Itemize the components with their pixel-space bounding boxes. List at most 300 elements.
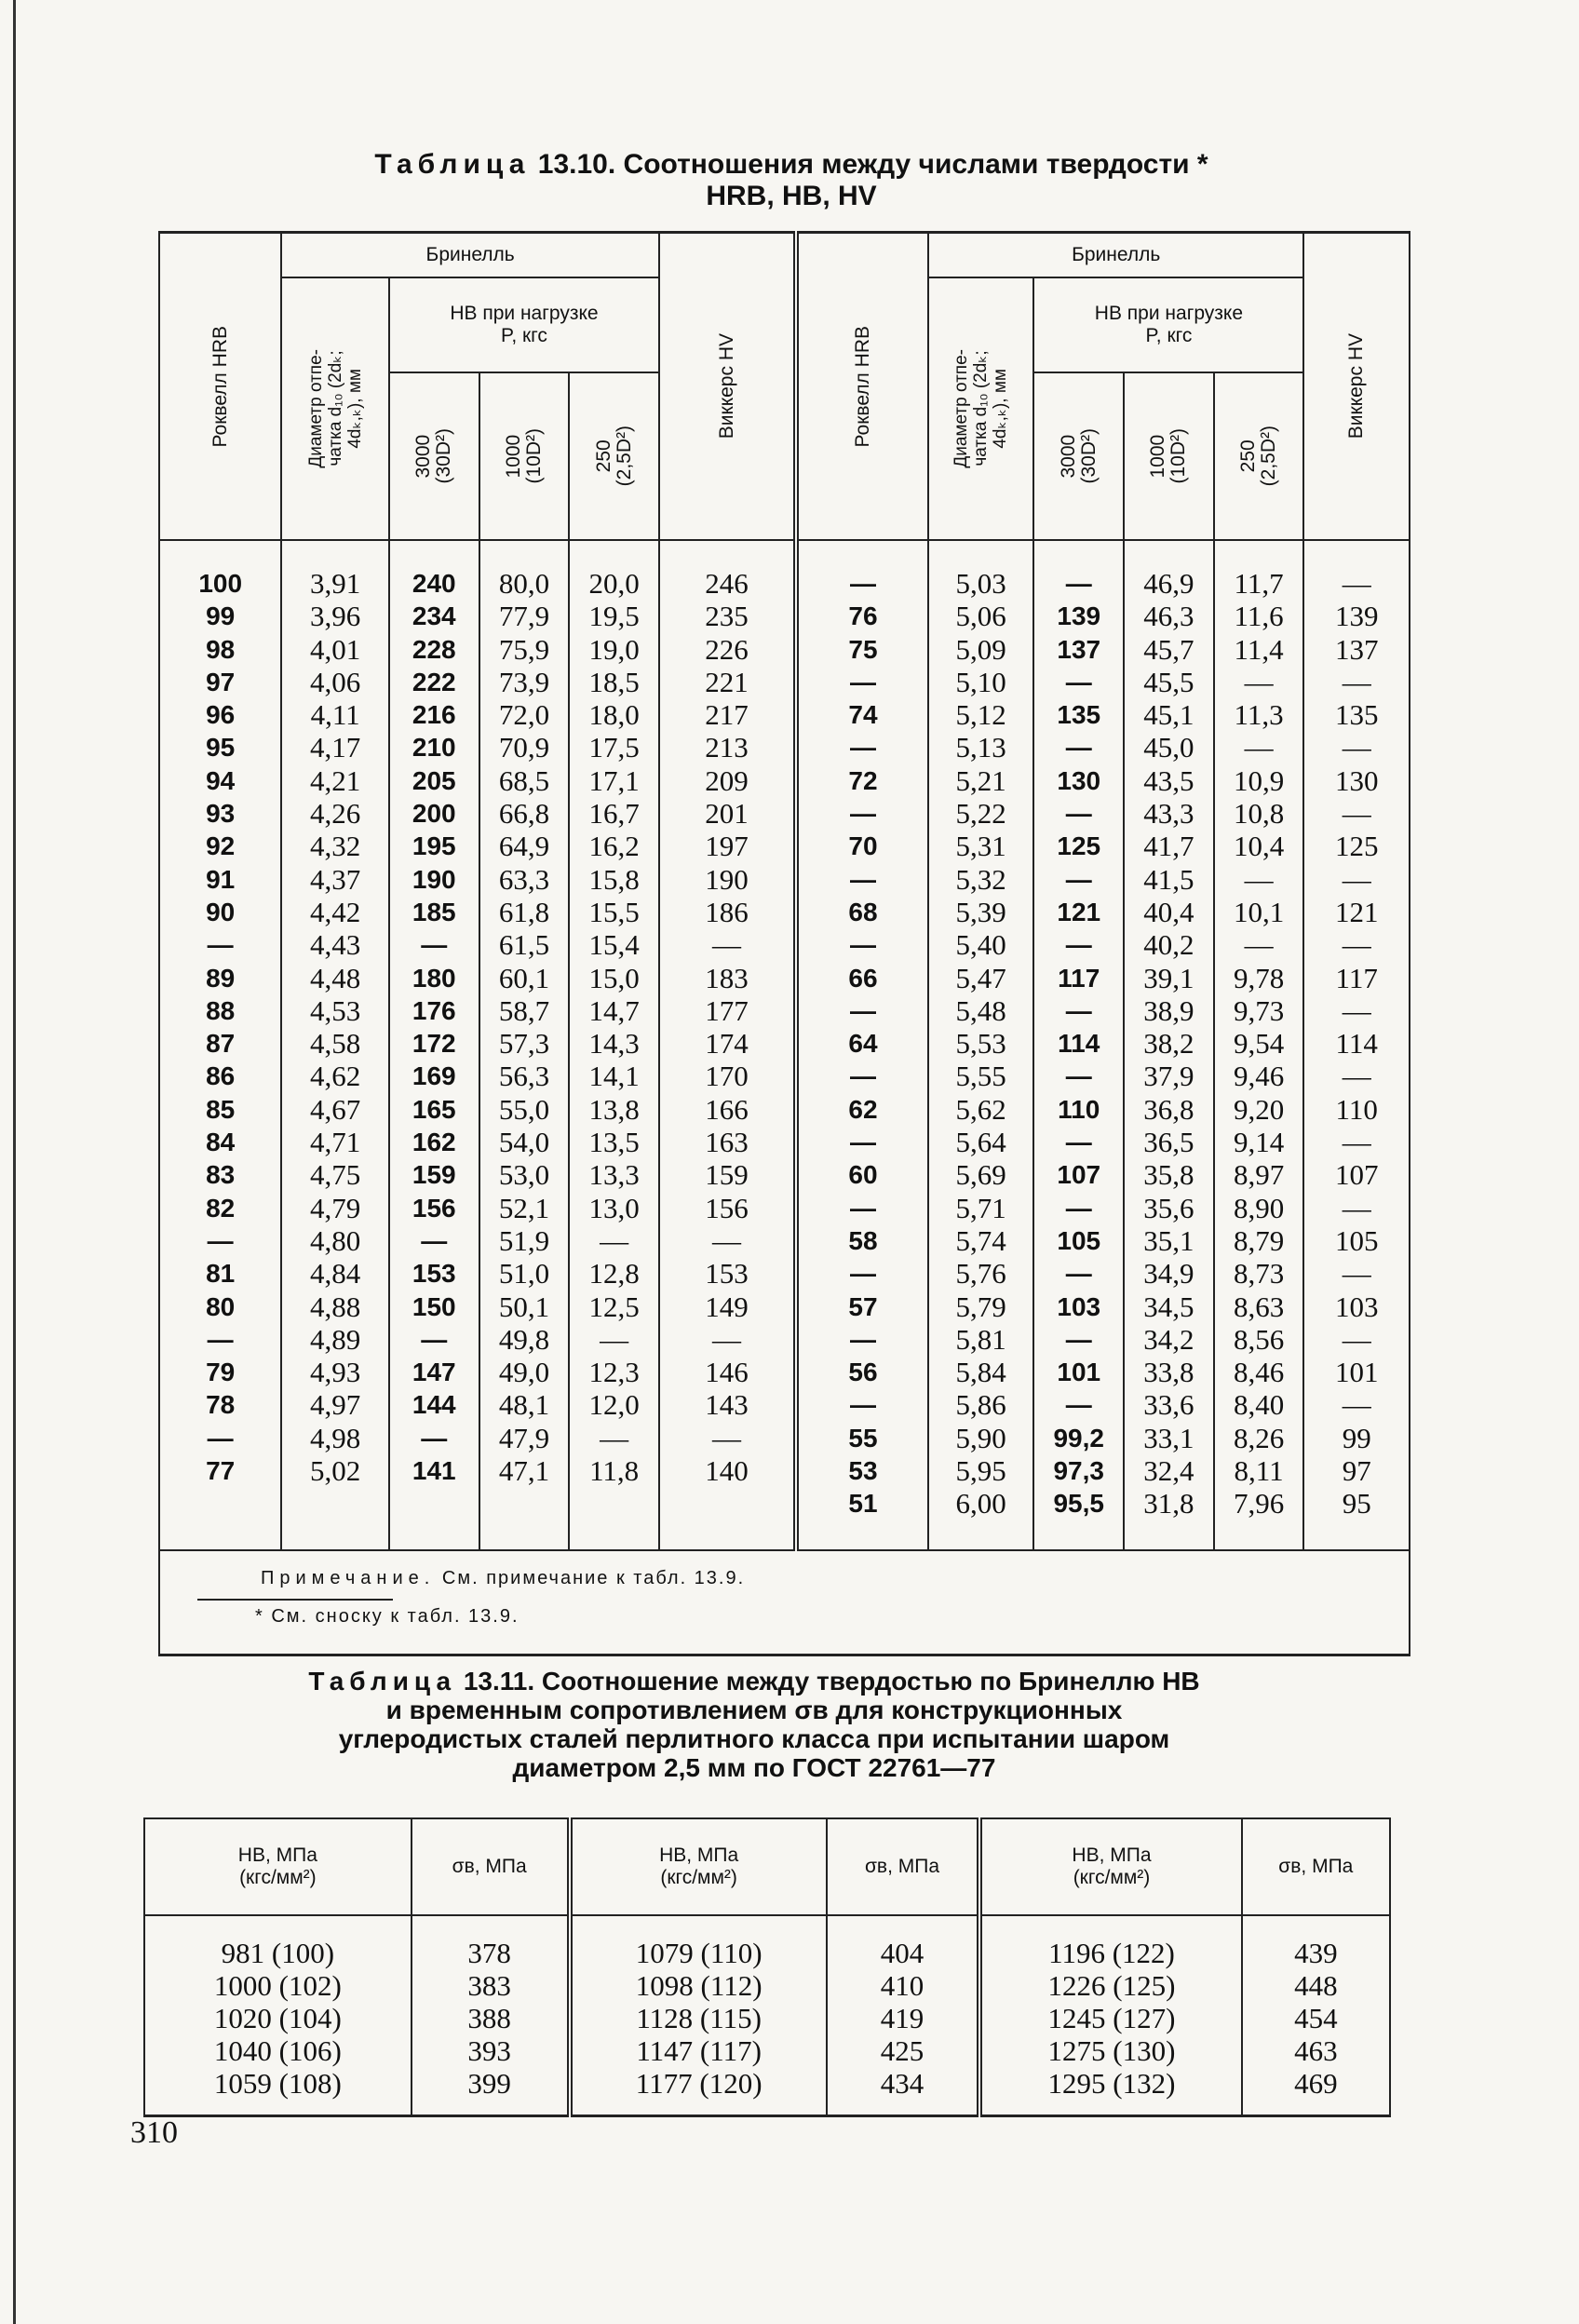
table-cell: 246 bbox=[705, 567, 749, 600]
table-cell: 43,5 bbox=[1143, 763, 1194, 797]
table-cell: 4,06 bbox=[310, 665, 361, 698]
table-cell: 46,9 bbox=[1143, 567, 1194, 600]
table-cell: — bbox=[1342, 862, 1371, 896]
table-cell: 15,4 bbox=[588, 928, 640, 962]
table-cell: — bbox=[1065, 733, 1092, 763]
table-cell: 125 bbox=[1057, 831, 1101, 861]
table-cell: 57,3 bbox=[498, 1027, 550, 1061]
table-cell: 5,32 bbox=[955, 862, 1006, 896]
table-cell: 103 bbox=[1334, 1290, 1379, 1323]
table-cell: 5,69 bbox=[955, 1158, 1006, 1192]
table-cell: — bbox=[1342, 1322, 1371, 1356]
table-cell: 101 bbox=[1057, 1358, 1101, 1387]
table-cell: 200 bbox=[412, 799, 456, 829]
table-cell: 137 bbox=[1334, 632, 1379, 666]
table-cell: 114 bbox=[1335, 1027, 1378, 1061]
header-brinell-left: Бринелль bbox=[281, 233, 659, 278]
table-13-11-title bbox=[186, 1667, 1322, 1782]
table-cell: 63,3 bbox=[498, 862, 550, 896]
table-cell: — bbox=[849, 569, 876, 598]
table-cell: 4,53 bbox=[310, 993, 361, 1027]
table-cell: 4,97 bbox=[310, 1388, 361, 1422]
table-footnote: * См. сноску к табл. 13.9. bbox=[255, 1606, 520, 1627]
table-cell: — bbox=[849, 1390, 876, 1420]
table-cell: 45,7 bbox=[1143, 632, 1194, 666]
table2-title-line2: и временным сопротивлением σв для конструкционных bbox=[385, 1696, 1123, 1724]
table-cell: — bbox=[421, 1324, 448, 1354]
table-cell: 95 bbox=[206, 733, 236, 763]
table-cell: 97,3 bbox=[1053, 1456, 1104, 1486]
col-left-hb250 bbox=[569, 540, 659, 1550]
table-cell: 5,31 bbox=[955, 830, 1006, 863]
table-cell: 454 bbox=[1294, 2002, 1338, 2034]
t2-header-hb-2: HB, МПа (кгс/мм²) bbox=[570, 1818, 827, 1915]
table-cell: — bbox=[1065, 569, 1092, 598]
table-title-line2: HRB, HB, HV bbox=[706, 181, 877, 211]
table-cell: — bbox=[1065, 667, 1092, 696]
table-cell: 170 bbox=[705, 1060, 749, 1093]
table-cell: 13,0 bbox=[588, 1191, 640, 1224]
table-cell: 4,43 bbox=[310, 928, 361, 962]
table-cell: 8,56 bbox=[1233, 1322, 1285, 1356]
table-cell: 91 bbox=[206, 864, 236, 894]
table-cell: 13,3 bbox=[588, 1158, 640, 1192]
table-cell: 10,4 bbox=[1233, 830, 1285, 863]
table-cell: 1128 (115) bbox=[636, 2002, 762, 2034]
table-cell: 83 bbox=[206, 1160, 236, 1190]
table-cell: — bbox=[849, 930, 876, 960]
table-cell: 5,55 bbox=[955, 1060, 1006, 1093]
table-cell: 5,71 bbox=[955, 1191, 1006, 1224]
table-cell: 8,97 bbox=[1233, 1158, 1285, 1192]
table-cell: 439 bbox=[1294, 1937, 1338, 1969]
table-cell: 4,98 bbox=[310, 1421, 361, 1454]
table-cell: 17,1 bbox=[588, 763, 640, 797]
table-cell: 150 bbox=[412, 1291, 456, 1321]
table-cell: 6,00 bbox=[955, 1487, 1006, 1520]
table-cell: 448 bbox=[1294, 1969, 1338, 2002]
table2-title-line3: углеродистых сталей перлитного класса при испытании шаром bbox=[338, 1724, 1170, 1753]
table-cell: 45,0 bbox=[1143, 731, 1194, 764]
table-cell: 234 bbox=[412, 601, 456, 631]
table-cell: 153 bbox=[412, 1259, 456, 1289]
table-cell: 5,79 bbox=[955, 1290, 1006, 1323]
table-cell: — bbox=[421, 1423, 448, 1452]
table-cell: 156 bbox=[412, 1193, 456, 1223]
table-cell: 165 bbox=[412, 1094, 456, 1124]
table-cell: — bbox=[712, 928, 741, 962]
table-cell: 64,9 bbox=[498, 830, 550, 863]
table-cell: — bbox=[1342, 1257, 1371, 1290]
table-cell: 130 bbox=[1334, 763, 1379, 797]
table-cell: — bbox=[1342, 797, 1371, 831]
table-cell: 4,67 bbox=[310, 1092, 361, 1126]
table2-title-line4: диаметром 2,5 мм по ГОСТ 22761—77 bbox=[512, 1753, 996, 1782]
table-cell: — bbox=[1065, 1128, 1092, 1157]
table-cell: 12,0 bbox=[588, 1388, 640, 1422]
table-cell: 149 bbox=[705, 1290, 749, 1323]
table-cell: 141 bbox=[412, 1456, 456, 1486]
table-cell: 4,84 bbox=[310, 1257, 361, 1290]
table-title-line1: Соотношения между числами твердости * bbox=[623, 149, 1208, 180]
t2-col-hb-2 bbox=[570, 1915, 827, 2116]
table-cell: 5,86 bbox=[955, 1388, 1006, 1422]
header-hb-load-right: HB при нагрузке P, кгс bbox=[1033, 277, 1303, 372]
table-cell: 3,96 bbox=[310, 600, 361, 633]
table-cell: 77,9 bbox=[498, 600, 550, 633]
table-cell: 58 bbox=[848, 1225, 878, 1255]
table-cell: 8,26 bbox=[1233, 1421, 1285, 1454]
table-cell: 463 bbox=[1294, 2034, 1338, 2067]
hb-strength-table bbox=[143, 1817, 1391, 2117]
table-cell: 34,9 bbox=[1143, 1257, 1194, 1290]
table-cell: 209 bbox=[705, 763, 749, 797]
table-cell: — bbox=[849, 667, 876, 696]
table-cell: 9,73 bbox=[1233, 993, 1285, 1027]
table-cell: 5,74 bbox=[955, 1223, 1006, 1257]
table-cell: 213 bbox=[705, 731, 749, 764]
header-vickers-right: Виккерс HV bbox=[1303, 233, 1410, 541]
table-cell: 383 bbox=[467, 1969, 511, 2002]
table-cell: 4,58 bbox=[310, 1027, 361, 1061]
table2-label: Таблица bbox=[308, 1667, 457, 1696]
table-cell: 981 (100) bbox=[221, 1937, 335, 1969]
table-cell: 5,22 bbox=[955, 797, 1006, 831]
col-left-hb3000 bbox=[389, 540, 479, 1550]
table-cell: 55,0 bbox=[498, 1092, 550, 1126]
table-cell: — bbox=[600, 1322, 629, 1356]
table-cell: 49,8 bbox=[498, 1322, 550, 1356]
table-cell: 399 bbox=[467, 2067, 511, 2100]
table-cell: 143 bbox=[705, 1388, 749, 1422]
header-load-1000-left: 1000 (10D²) bbox=[479, 372, 570, 540]
table-cell: 5,12 bbox=[955, 698, 1006, 732]
table-cell: 1275 (130) bbox=[1047, 2034, 1176, 2067]
table-cell: — bbox=[1342, 1060, 1371, 1093]
table-cell: 8,79 bbox=[1233, 1223, 1285, 1257]
table-cell: 51 bbox=[848, 1489, 878, 1519]
table-cell: 45,1 bbox=[1143, 698, 1194, 732]
table-cell: 62 bbox=[848, 1094, 878, 1124]
table-cell: 1040 (106) bbox=[213, 2034, 342, 2067]
table-cell: 48,1 bbox=[498, 1388, 550, 1422]
table-cell: — bbox=[1065, 1193, 1092, 1223]
table-cell: 9,20 bbox=[1233, 1092, 1285, 1126]
table-cell: 216 bbox=[412, 700, 456, 730]
table-cell: 98 bbox=[206, 634, 236, 664]
table-cell: — bbox=[1342, 731, 1371, 764]
table-cell: 110 bbox=[1058, 1094, 1100, 1124]
table-cell: 190 bbox=[705, 862, 749, 896]
table-cell: — bbox=[712, 1322, 741, 1356]
table-cell: 41,5 bbox=[1143, 862, 1194, 896]
table-cell: 147 bbox=[412, 1358, 456, 1387]
table-cell: 14,1 bbox=[588, 1060, 640, 1093]
table-cell: — bbox=[1065, 799, 1092, 829]
table-cell: 101 bbox=[1334, 1356, 1379, 1389]
hardness-table bbox=[158, 231, 1410, 1656]
table-cell: 5,09 bbox=[955, 632, 1006, 666]
table-cell: 11,3 bbox=[1234, 698, 1284, 732]
table-cell: 93 bbox=[206, 799, 236, 829]
col-left-hv bbox=[659, 540, 796, 1550]
table-cell: — bbox=[600, 1223, 629, 1257]
t2-header-hb-3: HB, МПа (кгс/мм²) bbox=[979, 1818, 1241, 1915]
table-cell: — bbox=[849, 1193, 876, 1223]
table-cell: 107 bbox=[1057, 1160, 1101, 1190]
table-cell: 5,03 bbox=[955, 567, 1006, 600]
table-cell: 1295 (132) bbox=[1047, 2067, 1176, 2100]
table-cell: — bbox=[1065, 995, 1092, 1025]
table-cell: 19,5 bbox=[588, 600, 640, 633]
table-cell: 4,11 bbox=[310, 698, 360, 732]
table-cell: 201 bbox=[705, 797, 749, 831]
table-cell: 17,5 bbox=[588, 731, 640, 764]
table-cell: 185 bbox=[412, 897, 456, 926]
table-cell: 5,64 bbox=[955, 1126, 1006, 1159]
table-cell: 135 bbox=[1057, 700, 1101, 730]
col-right-hb250 bbox=[1214, 540, 1304, 1550]
col-right-diameter bbox=[928, 540, 1033, 1550]
table-cell: — bbox=[1065, 1061, 1092, 1091]
header-load-3000-left: 3000 (30D²) bbox=[389, 372, 479, 540]
t2-col-sigma-1 bbox=[412, 1915, 570, 2116]
table-cell: 18,5 bbox=[588, 665, 640, 698]
table-cell: 10,1 bbox=[1233, 895, 1285, 928]
table-cell: 5,10 bbox=[955, 665, 1006, 698]
table-cell: 47,1 bbox=[498, 1454, 550, 1488]
table-cell: 81 bbox=[206, 1259, 236, 1289]
table-cell: 221 bbox=[705, 665, 749, 698]
header-load-1000-right: 1000 (10D²) bbox=[1124, 372, 1214, 540]
table-cell: 60 bbox=[848, 1160, 878, 1190]
table-cell: — bbox=[1342, 665, 1371, 698]
table-cell: 54,0 bbox=[498, 1126, 550, 1159]
table-notes bbox=[159, 1550, 1410, 1655]
t2-col-hb-3 bbox=[979, 1915, 1241, 2116]
table-cell: 61,5 bbox=[498, 928, 550, 962]
table-cell: 68,5 bbox=[498, 763, 550, 797]
table-cell: 11,8 bbox=[589, 1454, 640, 1488]
table-cell: 5,06 bbox=[955, 600, 1006, 633]
footnote-rule bbox=[197, 1599, 393, 1601]
table-cell: 130 bbox=[1057, 765, 1101, 795]
table-cell: 4,21 bbox=[310, 763, 361, 797]
table-cell: 32,4 bbox=[1143, 1454, 1194, 1488]
table-cell: 39,1 bbox=[1143, 961, 1194, 994]
table-cell: 53 bbox=[848, 1456, 878, 1486]
table-cell: 40,2 bbox=[1143, 928, 1194, 962]
table-cell: — bbox=[207, 1225, 234, 1255]
table-cell: 4,42 bbox=[310, 895, 361, 928]
page-number: 310 bbox=[130, 2115, 178, 2150]
col-right-hrb bbox=[796, 540, 928, 1550]
table-cell: 51,9 bbox=[498, 1223, 550, 1257]
table-cell: 87 bbox=[206, 1029, 236, 1059]
table-cell: 140 bbox=[705, 1454, 749, 1488]
table-cell: — bbox=[1065, 1259, 1092, 1289]
table-cell: 114 bbox=[1058, 1029, 1100, 1059]
table-cell: 43,3 bbox=[1143, 797, 1194, 831]
table-cell: 18,0 bbox=[588, 698, 640, 732]
table-cell: 97 bbox=[1342, 1454, 1371, 1488]
col-right-hb3000 bbox=[1033, 540, 1124, 1550]
table-cell: — bbox=[207, 1324, 234, 1354]
table-cell: 53,0 bbox=[498, 1158, 550, 1192]
table-cell: 8,40 bbox=[1233, 1388, 1285, 1422]
table-cell: 186 bbox=[705, 895, 749, 928]
table-cell: 1147 (117) bbox=[636, 2034, 762, 2067]
table-cell: 1226 (125) bbox=[1047, 1969, 1176, 2002]
t2-col-hb-1 bbox=[144, 1915, 412, 2116]
header-diameter-right: Диаметр отпе- чатка d₁₀ (2dₖ; 4dₖ,ₖ), мм bbox=[928, 277, 1033, 540]
table-cell: 1020 (104) bbox=[213, 2002, 342, 2034]
table-cell: 197 bbox=[705, 830, 749, 863]
table-cell: — bbox=[712, 1421, 741, 1454]
table-cell: 156 bbox=[705, 1191, 749, 1224]
table-cell: 89 bbox=[206, 963, 236, 993]
table-cell: 66 bbox=[848, 963, 878, 993]
table-cell: 72 bbox=[848, 765, 878, 795]
table-cell: 57 bbox=[848, 1291, 878, 1321]
table-cell: 434 bbox=[880, 2067, 924, 2100]
table-cell: 99 bbox=[206, 601, 236, 631]
table-cell: 13,8 bbox=[588, 1092, 640, 1126]
table-cell: — bbox=[1244, 731, 1274, 764]
table-cell: 135 bbox=[1334, 698, 1379, 732]
table-cell: 1000 (102) bbox=[213, 1969, 342, 2002]
header-vickers-left: Виккерс HV bbox=[659, 233, 796, 541]
table-cell: 66,8 bbox=[498, 797, 550, 831]
table-cell: 5,39 bbox=[955, 895, 1006, 928]
table-cell: 172 bbox=[412, 1029, 456, 1059]
table-label: Таблица bbox=[374, 149, 531, 180]
table-cell: 35,1 bbox=[1143, 1223, 1194, 1257]
table-cell: 1059 (108) bbox=[213, 2067, 342, 2100]
table-cell: 94 bbox=[206, 765, 236, 795]
table-cell: 38,2 bbox=[1143, 1027, 1194, 1061]
table-cell: 14,3 bbox=[588, 1027, 640, 1061]
table-cell: — bbox=[1342, 928, 1371, 962]
table-cell: 96 bbox=[206, 700, 236, 730]
table-cell: 5,90 bbox=[955, 1421, 1006, 1454]
col-left-hrb bbox=[159, 540, 281, 1550]
table-cell: 15,5 bbox=[588, 895, 640, 928]
table-cell: 5,53 bbox=[955, 1027, 1006, 1061]
table-cell: — bbox=[1342, 567, 1371, 600]
table-cell: 41,7 bbox=[1143, 830, 1194, 863]
table-cell: 190 bbox=[412, 864, 456, 894]
table-cell: 12,3 bbox=[588, 1356, 640, 1389]
table-cell: — bbox=[1065, 1324, 1092, 1354]
table-cell: 9,54 bbox=[1233, 1027, 1285, 1061]
table-cell: 5,40 bbox=[955, 928, 1006, 962]
table-cell: 159 bbox=[705, 1158, 749, 1192]
table-cell: 10,9 bbox=[1233, 763, 1285, 797]
table-cell: 9,78 bbox=[1233, 961, 1285, 994]
table-cell: 4,75 bbox=[310, 1158, 361, 1192]
table-cell: — bbox=[1244, 928, 1274, 962]
table-cell: 99 bbox=[1342, 1421, 1371, 1454]
table-cell: 8,90 bbox=[1233, 1191, 1285, 1224]
table-cell: 56,3 bbox=[498, 1060, 550, 1093]
table-cell: 73,9 bbox=[498, 665, 550, 698]
table-cell: 88 bbox=[206, 995, 236, 1025]
table-cell: 47,9 bbox=[498, 1421, 550, 1454]
table-cell: — bbox=[849, 733, 876, 763]
table-cell: 110 bbox=[1335, 1092, 1378, 1126]
table-cell: 100 bbox=[198, 569, 243, 598]
table-cell: 50,1 bbox=[498, 1290, 550, 1323]
table-cell: 159 bbox=[412, 1160, 456, 1190]
table-cell: 4,80 bbox=[310, 1223, 361, 1257]
table-cell: 121 bbox=[1057, 897, 1101, 926]
page-margin-rule bbox=[13, 0, 16, 2324]
header-brinell-right: Бринелль bbox=[928, 233, 1304, 278]
table-cell: 75 bbox=[848, 634, 878, 664]
table-cell: 3,91 bbox=[310, 567, 361, 600]
table-cell: 19,0 bbox=[588, 632, 640, 666]
table-cell: 11,7 bbox=[1234, 567, 1284, 600]
table-cell: 217 bbox=[705, 698, 749, 732]
table-cell: 99,2 bbox=[1053, 1423, 1104, 1452]
table-cell: 4,88 bbox=[310, 1290, 361, 1323]
table-cell: 4,48 bbox=[310, 961, 361, 994]
t2-header-sigma-1: σв, МПа bbox=[412, 1818, 570, 1915]
table-cell: — bbox=[849, 995, 876, 1025]
col-right-hb1000 bbox=[1124, 540, 1214, 1550]
table-cell: 33,8 bbox=[1143, 1356, 1194, 1389]
header-hb-load-left: HB при нагрузке P, кгс bbox=[389, 277, 659, 372]
table-cell: 5,21 bbox=[955, 763, 1006, 797]
table-cell: 4,93 bbox=[310, 1356, 361, 1389]
table-cell: 4,71 bbox=[310, 1126, 361, 1159]
table-cell: — bbox=[849, 1324, 876, 1354]
table-cell: 4,89 bbox=[310, 1322, 361, 1356]
table-cell: 235 bbox=[705, 600, 749, 633]
col-left-hb1000 bbox=[479, 540, 570, 1550]
table-cell: — bbox=[1342, 993, 1371, 1027]
t2-header-sigma-2: σв, МПа bbox=[827, 1818, 980, 1915]
table-cell: 11,4 bbox=[1234, 632, 1284, 666]
table-cell: 469 bbox=[1294, 2067, 1338, 2100]
table-cell: 95 bbox=[1342, 1487, 1371, 1520]
table-cell: — bbox=[1244, 862, 1274, 896]
table-cell: 5,81 bbox=[955, 1322, 1006, 1356]
table-cell: 8,73 bbox=[1233, 1257, 1285, 1290]
table-cell: 8,46 bbox=[1233, 1356, 1285, 1389]
table-cell: 40,4 bbox=[1143, 895, 1194, 928]
table-cell: 33,6 bbox=[1143, 1388, 1194, 1422]
table-cell: 1196 (122) bbox=[1048, 1937, 1175, 1969]
table-cell: 146 bbox=[705, 1356, 749, 1389]
table-cell: 105 bbox=[1057, 1225, 1101, 1255]
table-cell: 9,46 bbox=[1233, 1060, 1285, 1093]
table-cell: 7,96 bbox=[1233, 1487, 1285, 1520]
header-diameter-left: Диаметр отпе- чатка d₁₀ (2dₖ; 4dₖ,ₖ), мм bbox=[281, 277, 389, 540]
table-cell: 139 bbox=[1334, 600, 1379, 633]
table-cell: — bbox=[421, 930, 448, 960]
table-cell: 90 bbox=[206, 897, 236, 926]
t2-col-sigma-3 bbox=[1242, 1915, 1390, 2116]
table-cell: — bbox=[849, 1128, 876, 1157]
table-cell: 163 bbox=[705, 1126, 749, 1159]
table-cell: 79 bbox=[206, 1358, 236, 1387]
table-cell: 5,02 bbox=[310, 1454, 361, 1488]
table-cell: 68 bbox=[848, 897, 878, 926]
table-cell: 4,37 bbox=[310, 862, 361, 896]
table-cell: 5,84 bbox=[955, 1356, 1006, 1389]
